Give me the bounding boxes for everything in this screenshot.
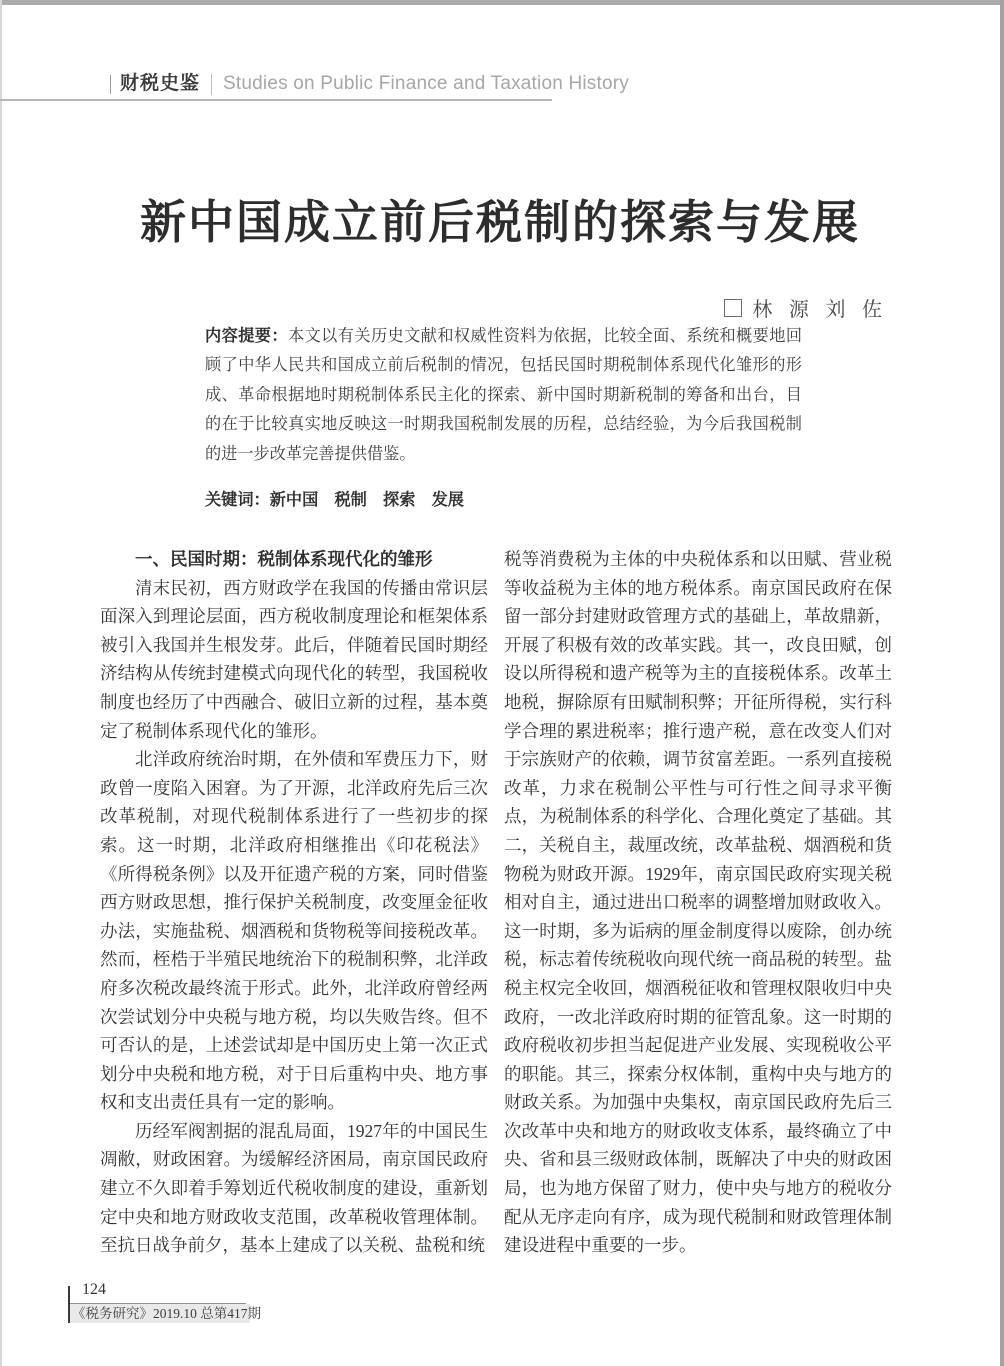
article-body <box>100 545 892 1267</box>
author-marker-icon <box>724 299 742 317</box>
keywords-text: 新中国 税制 探索 发展 <box>269 491 464 510</box>
keywords-line <box>205 486 802 515</box>
section-heading-1: 一、民国时期：税制体系现代化的雏形 <box>135 549 433 569</box>
abstract-block <box>205 322 802 515</box>
right-column <box>504 545 892 1267</box>
abstract-paragraph <box>205 322 802 469</box>
page-edge-right <box>1000 0 1004 1366</box>
keywords-label: 关键词： <box>205 491 270 510</box>
page-edge-left <box>0 0 2 1366</box>
header-tick-rule <box>110 75 111 94</box>
header-separator-rule <box>211 74 212 95</box>
abstract-text: 本文以有关历史文献和权威性资料为依据，比较全面、系统和概要地回顾了中华人民共和国成立前后税制的情况，包括民国时期税制体系现代化雏形的形成、革命根据地时期税制体系民主化的探索、新中国时期新税制的筹备和出台，目的在于比较真实地反映这一时期我国税制发展的历程，总结经验，为今后我国税制的进一步改革完善提供借鉴。 <box>205 327 803 463</box>
article-title: 新中国成立前后税制的探索与发展 <box>140 197 860 248</box>
header-underline-rule <box>0 99 552 101</box>
abstract-label: 内容提要： <box>205 327 288 345</box>
authors-line <box>724 293 884 322</box>
section-title-en: Studies on Public Finance and Taxation History <box>223 73 629 94</box>
body-paragraph: 历经军阀割据的混乱局面，1927年的中国民生凋敝，财政困窘。为缓解经济困局，南京国民政府建立不久即着手筹划近代税收制度的建设，重新划定中央和地方财政收支范围，改革税收管理体制。至抗日战争前夕，基本上建成了以关税、盐税和统 <box>100 1120 488 1256</box>
body-paragraph: 北洋政府统治时期，在外债和军费压力下，财政曾一度陷入困窘。为了开源，北洋政府先后三次改革税制，对现代税制体系进行了一些初步的探索。这一时期，北洋政府相继推出《印花税法》《所得税条例》以及开征遗产税的方案，同时借鉴西方财政思想，推行保护关税制度，改变厘金征收办法，实施盐税、烟酒税和货物税等间接税改革。然而，桎梏于半殖民地统治下的税制积弊，北洋政府多次税改最终流于形式。此外，北洋政府曾经两次尝试划分中央税与地方税，均以失败告终。但不可否认的是，上述尝试却是中国历史上第一次正式划分中央税和地方税，对于日后重构中央、地方事权和支出责任具有一定的影响。 <box>100 749 488 1113</box>
section-title-cn: 财税史鉴 <box>120 73 201 94</box>
body-paragraph-continuation: 税等消费税为主体的中央税体系和以田赋、营业税等收益税为主体的地方税体系。南京国民政府在保留一部分封建财政管理方式的基础上，革故鼎新，开展了积极有效的改革实践。其一，改良田赋，创设以所得税和遗产税等为主的直接税体系。改革土地税，摒除原有田赋制积弊；开征所得税，实行科学合理的累进税率；推行遗产税，意在改变人们对于宗族财产的依赖，调节贫富差距。一系列直接税改革，力求在税制公平性与可行性之间寻求平衡点，为税制体系的科学化、合理化奠定了基础。其二，关税自主，裁厘改统，改革盐税、烟酒税和货物税为财政开源。1929年，南京国民政府实现关税相对自主，通过进出口税率的调整增加财政收入。这一时期，多为诟病的厘金制度得以废除，创办统税，标志着传统税收向现代统一商品税的转型。盐税主权完全收回，烟酒税征收和管理权限收归中央政府，一改北洋政府时期的征管乱象。这一时期的政府税收初步担当起促进产业发展、实现税收公平的职能。其三，探索分权体制，重构中央与地方的财政关系。为加强中央集权，南京国民政府先后三次改革中央和地方的财政收支体系，最终确立了中央、省和县三级财政体制，既解决了中央的财政困局，也为地方保留了财力，使中央与地方的税收分配从无序走向有序，成为现代税制和财政管理体制建设进程中重要的一步。 <box>504 549 892 1256</box>
left-column <box>100 545 488 1267</box>
journal-issue-line: 《税务研究》2019.10 总第417期 <box>72 1306 261 1321</box>
journal-section-header <box>110 72 629 96</box>
page-number: 124 <box>82 1281 106 1298</box>
body-paragraph: 清末民初，西方财政学在我国的传播由常识层面深入到理论层面，西方税收制度理论和框架体系被引入我国并生根发芽。此后，伴随着民国时期经济结构从传统封建模式向现代化的转型，我国税收制度也经历了中西融合、破旧立新的过程，基本奠定了税制体系现代化的雏形。 <box>100 577 488 741</box>
author-names: 林 源 刘 佐 <box>752 299 884 321</box>
page-edge-top <box>0 0 1004 5</box>
